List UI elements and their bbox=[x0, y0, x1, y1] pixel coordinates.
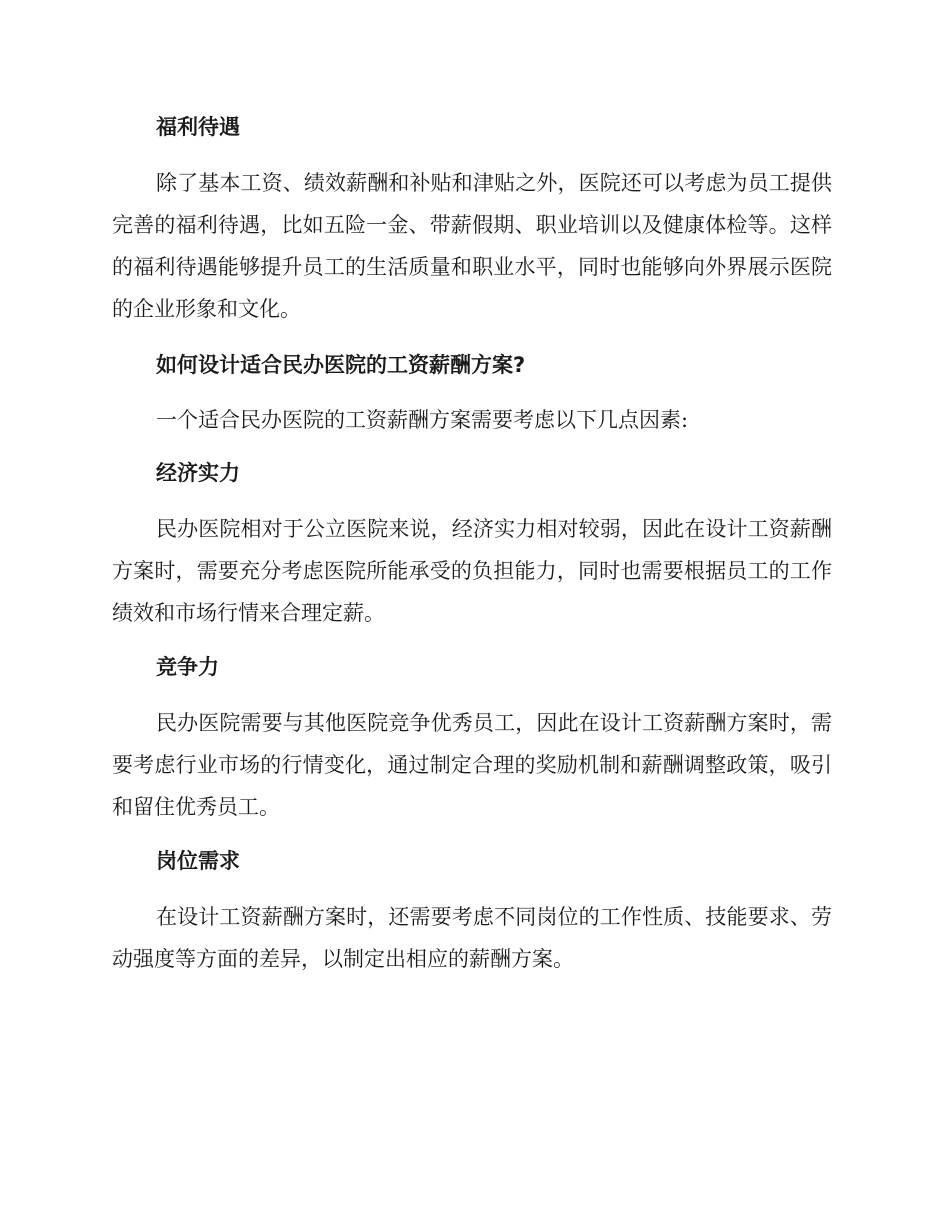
section-paragraph-how-to-design: 一个适合民办医院的工资薪酬方案需要考虑以下几点因素: bbox=[156, 408, 689, 432]
section-heading-how-to-design: 如何设计适合民办医院的工资薪酬方案? bbox=[156, 353, 526, 377]
section-heading-position-requirements: 岗位需求 bbox=[156, 849, 240, 873]
section-heading-competitiveness: 竞争力 bbox=[156, 655, 219, 679]
section-paragraph-position-requirements: 在设计工资薪酬方案时，还需要考虑不同岗位的工作性质、技能要求、劳动强度等方面的差异，以制定出相应的薪酬方案。 bbox=[112, 905, 832, 971]
section-heading-economic-strength: 经济实力 bbox=[156, 461, 240, 485]
section-paragraph-economic-strength: 民办医院相对于公立医院来说，经济实力相对较弱，因此在设计工资薪酬方案时，需要充分考虑医院所能承受的负担能力，同时也需要根据员工的工作绩效和市场行情来合理定薪。 bbox=[112, 517, 832, 625]
section-paragraph-benefits: 除了基本工资、绩效薪酬和补贴和津贴之外，医院还可以考虑为员工提供完善的福利待遇，比如五险一金、带薪假期、职业培训以及健康体检等。这样的福利待遇能够提升员工的生活质量和职业水平，同时也能够向外界展示医院的企业形象和文化。 bbox=[112, 171, 832, 321]
section-heading-benefits: 福利待遇 bbox=[156, 115, 240, 139]
section-paragraph-competitiveness: 民办医院需要与其他医院竞争优秀员工，因此在设计工资薪酬方案时，需要考虑行业市场的行情变化，通过制定合理的奖励机制和薪酬调整政策，吸引和留住优秀员工。 bbox=[112, 711, 832, 819]
